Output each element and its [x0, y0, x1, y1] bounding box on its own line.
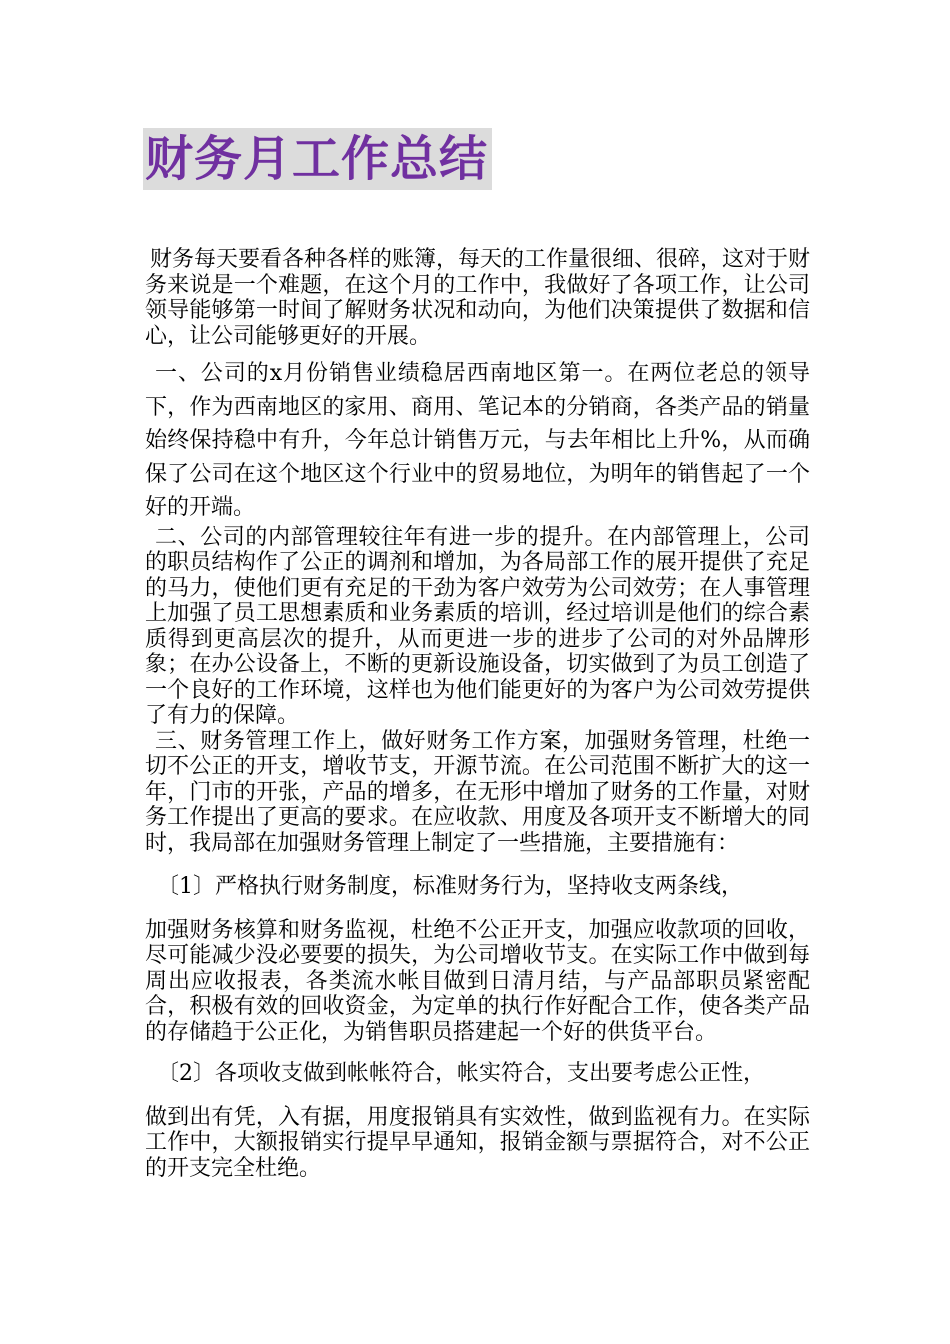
measure-1-body: 加强财务核算和财务监视，杜绝不公正开支，加强应收款项的回收，尽可能减少没必要要的损失，为公司增收节支。在实际工作中做到每周出应收报表，各类流水帐目做到日清月结，与产品部职员紧密配合，积极有效的回收资金，为定单的执行作好配合工作，使各类产品的存储趋于公正化，为销售职员搭建起一个好的供货平台。: [145, 917, 810, 1045]
intro-paragraph: 财务每天要看各种各样的账簿，每天的工作量很细、很碎，这对于财务来说是一个难题，在这个月的工作中，我做好了各项工作，让公司领导能够第一时间了解财务状况和动向，为他们决策提供了数据和信心，让公司能够更好的开展。: [145, 247, 811, 349]
measure-1-paragraph: [145, 874, 810, 1045]
section-3-paragraph: 三、财务管理工作上，做好财务工作方案，加强财务管理，杜绝一切不公正的开支，增收节支，开源节流。在公司范围不断扩大的这一年，门市的开张，产品的增多，在无形中增加了财务的工作量，对财务工作提出了更高的要求。在应收款、用度及各项开支不断增大的同时，我局部在加强财务管理上制定了一些措施，主要措施有：: [145, 728, 810, 856]
measure-2-paragraph: [145, 1061, 810, 1181]
section-1-paragraph: 一、公司的x月份销售业绩稳居西南地区第一。在两位老总的领导下，作为西南地区的家用、商用、笔记本的分销商，各类产品的销量始终保持稳中有升，今年总计销售万元，与去年相比上升%，从而确保了公司在这个地区这个行业中的贸易地位，为明年的销售起了一个好的开端。: [145, 361, 810, 520]
document-title: 财务月工作总结: [143, 128, 492, 190]
document-body: [145, 247, 810, 1181]
measure-2-body: 做到出有凭，入有据，用度报销具有实效性，做到监视有力。在实际工作中，大额报销实行提早早通知，报销金额与票据符合，对不公正的开支完全杜绝。: [145, 1104, 810, 1181]
measure-1-lead: 〔1〕严格执行财务制度，标准财务行为，坚持收支两条线，: [157, 874, 743, 899]
measure-2-lead: 〔2〕各项收支做到帐帐符合，帐实符合，支出要考虑公正性，: [157, 1061, 765, 1086]
section-2-paragraph: 二、公司的内部管理较往年有进一步的提升。在内部管理上，公司的职员结构作了公正的调剂和增加，为各局部工作的展开提供了充足的马力，使他们更有充足的干劲为客户效劳为公司效劳；在人事管理上加强了员工思想素质和业务素质的培训，经过培训是他们的综合素质得到更高层次的提升，从而更进一步的进步了公司的对外品牌形象；在办公设备上，不断的更新设施设备，切实做到了为员工创造了一个良好的工作环境，这样也为他们能更好的为客户为公司效劳提供了有力的保障。: [145, 524, 810, 728]
